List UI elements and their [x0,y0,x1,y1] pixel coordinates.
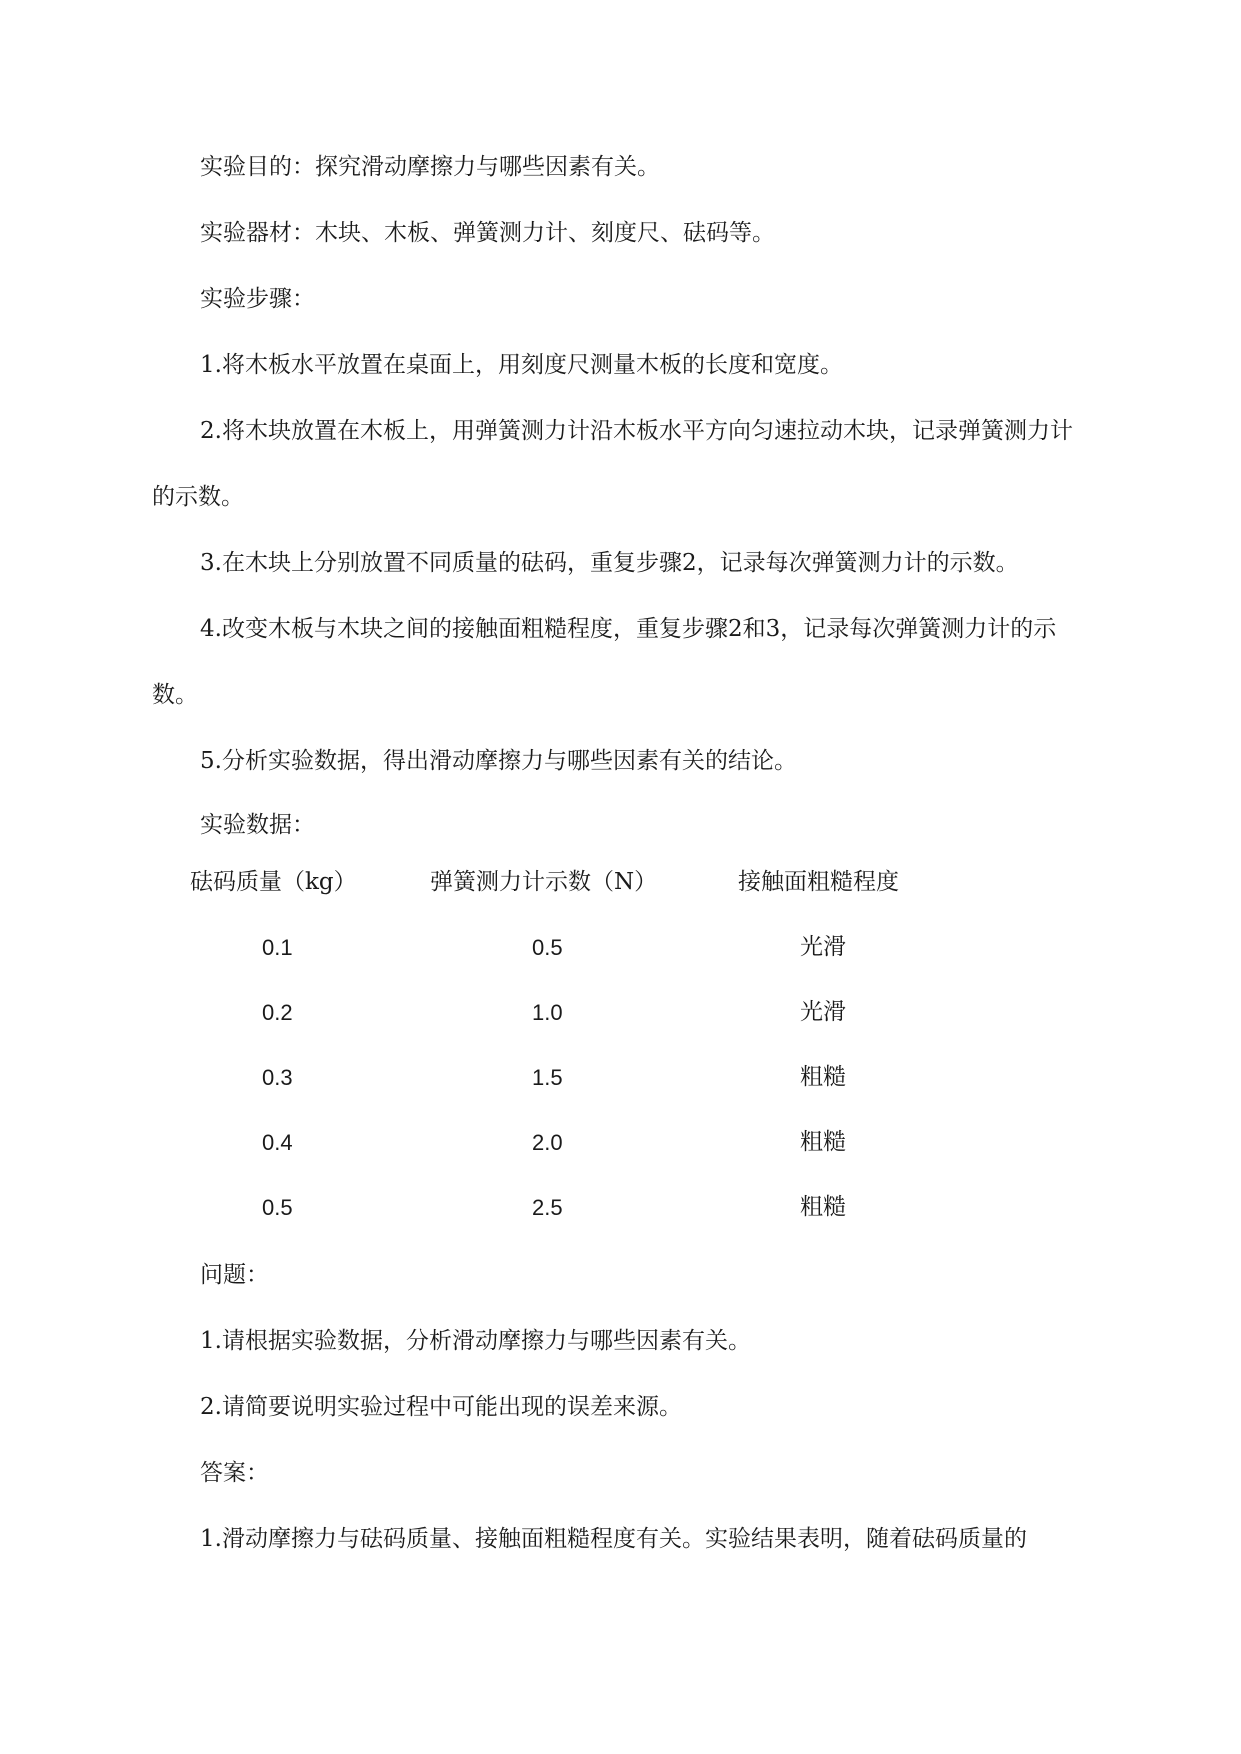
data-title: 实验数据： [200,812,315,838]
table-cell-roughness: 粗糙 [800,1194,846,1220]
table-cell-roughness: 光滑 [800,999,846,1025]
table-cell-mass: 0.1 [262,935,293,960]
answers-title: 答案： [200,1460,269,1486]
questions-title: 问题： [200,1262,269,1288]
table-row [152,915,972,980]
table-cell-force: 1.5 [532,1065,563,1090]
question-2: 2.请简要说明实验过程中可能出现的误差来源。 [200,1394,682,1420]
table-row [152,1110,972,1175]
step-2: 2.将木块放置在木板上，用弹簧测力计沿木板水平方向匀速拉动木块，记录弹簧测力计的示数。 [152,418,1073,510]
step-1: 1.将木板水平放置在桌面上，用刻度尺测量木板的长度和宽度。 [200,352,843,378]
table-row [152,1045,972,1110]
table-cell-roughness: 粗糙 [800,1129,846,1155]
table-header-mass: 砝码质量（kg） [190,869,357,895]
table-row [152,980,972,1045]
equipment-paragraph: 实验器材：木块、木板、弹簧测力计、刻度尺、砝码等。 [200,220,775,246]
step-5: 5.分析实验数据，得出滑动摩擦力与哪些因素有关的结论。 [200,748,797,774]
table-header-force: 弹簧测力计示数（N） [430,869,658,895]
table-cell-force: 2.0 [532,1130,563,1155]
table-cell-force: 2.5 [532,1195,563,1220]
table-row [152,1175,972,1240]
step-4: 4.改变木板与木块之间的接触面粗糙程度，重复步骤2和3，记录每次弹簧测力计的示数。 [152,616,1057,708]
purpose-paragraph: 实验目的：探究滑动摩擦力与哪些因素有关。 [200,154,660,180]
table-cell-mass: 0.5 [262,1195,293,1220]
data-table [152,850,972,1240]
table-cell-mass: 0.2 [262,1000,293,1025]
table-header-row [152,850,972,915]
table-cell-roughness: 粗糙 [800,1064,846,1090]
table-cell-mass: 0.4 [262,1130,293,1155]
answer-1: 1.滑动摩擦力与砝码质量、接触面粗糙程度有关。实验结果表明，随着砝码质量的 [200,1526,1027,1552]
steps-title: 实验步骤： [200,286,315,312]
table-cell-mass: 0.3 [262,1065,293,1090]
step-3: 3.在木块上分别放置不同质量的砝码，重复步骤2，记录每次弹簧测力计的示数。 [200,550,1019,576]
table-cell-force: 1.0 [532,1000,563,1025]
table-cell-roughness: 光滑 [800,934,846,960]
table-cell-force: 0.5 [532,935,563,960]
table-header-roughness: 接触面粗糙程度 [738,869,899,895]
question-1: 1.请根据实验数据，分析滑动摩擦力与哪些因素有关。 [200,1328,751,1354]
